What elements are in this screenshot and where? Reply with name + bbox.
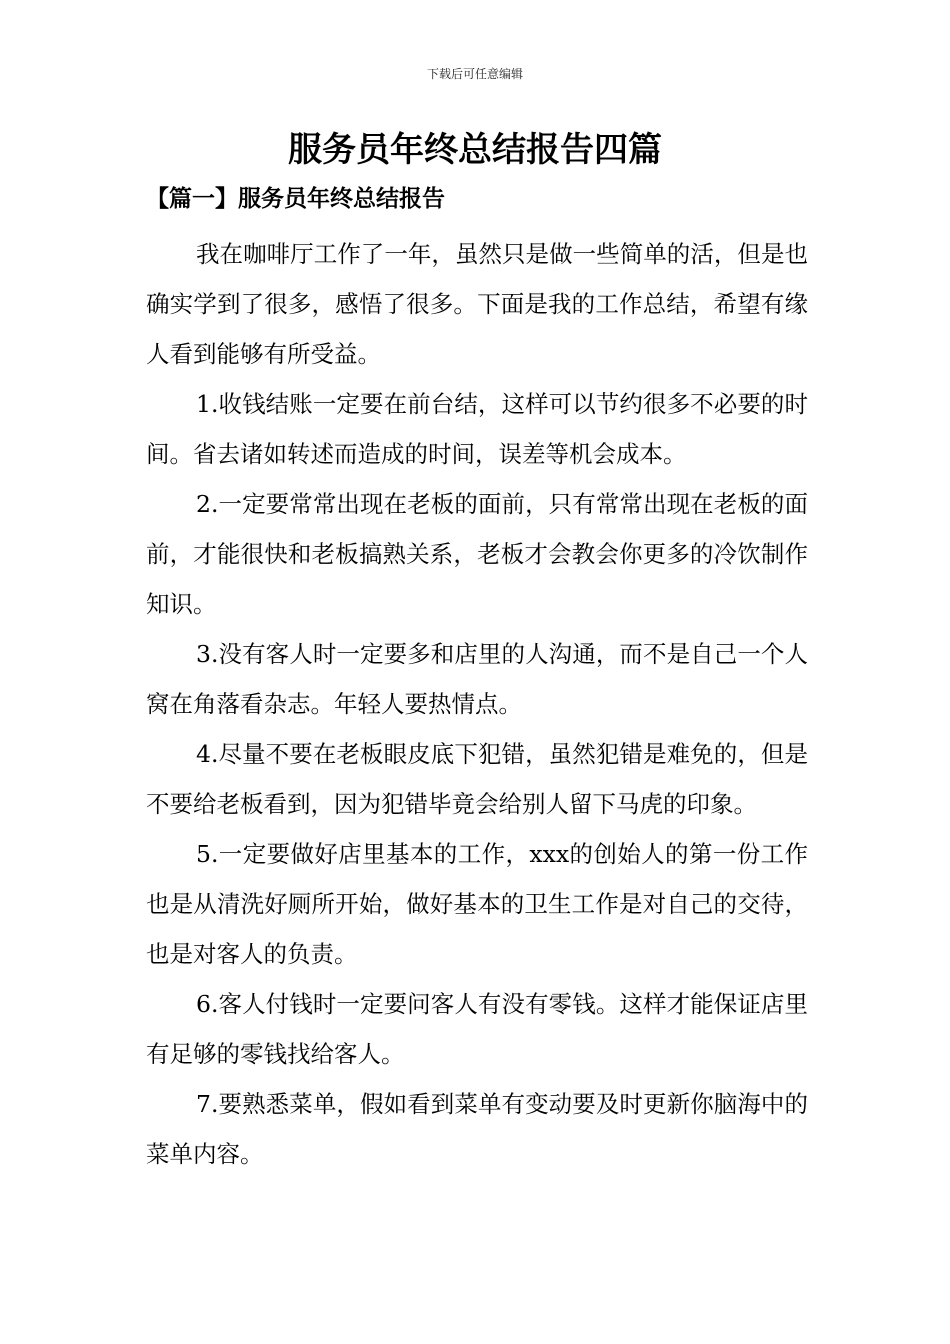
section-heading: 【篇一】服务员年终总结报告 <box>146 185 445 212</box>
document-title: 服务员年终总结报告四篇 <box>288 130 662 170</box>
paragraph-item-7: 7.要熟悉菜单，假如看到菜单有变动要及时更新你脑海中的菜单内容。 <box>146 1090 808 1168</box>
document-body <box>146 229 808 1179</box>
header-note: 下载后可任意编辑 <box>426 67 523 81</box>
paragraph-item-3: 3.没有客人时一定要多和店里的人沟通，而不是自己一个人窝在角落看杂志。年轻人要热情点。 <box>146 640 808 718</box>
paragraph-item-4: 4.尽量不要在老板眼皮底下犯错，虽然犯错是难免的，但是不要给老板看到，因为犯错毕竟会给别人留下马虎的印象。 <box>146 740 808 818</box>
paragraph-item-5: 5.一定要做好店里基本的工作，xxx的创始人的第一份工作也是从清洗好厕所开始，做好基本的卫生工作是对自己的交待，也是对客人的负责。 <box>146 840 808 968</box>
paragraph-item-1: 1.收钱结账一定要在前台结，这样可以节约很多不必要的时间。省去诸如转述而造成的时间，误差等机会成本。 <box>146 390 808 468</box>
paragraph-item-6: 6.客人付钱时一定要问客人有没有零钱。这样才能保证店里有足够的零钱找给客人。 <box>146 990 808 1068</box>
paragraph-item-2: 2.一定要常常出现在老板的面前，只有常常出现在老板的面前，才能很快和老板搞熟关系，老板才会教会你更多的冷饮制作知识。 <box>146 490 808 618</box>
paragraph-intro: 我在咖啡厅工作了一年，虽然只是做一些简单的活，但是也确实学到了很多，感悟了很多。下面是我的工作总结，希望有缘人看到能够有所受益。 <box>146 240 808 368</box>
